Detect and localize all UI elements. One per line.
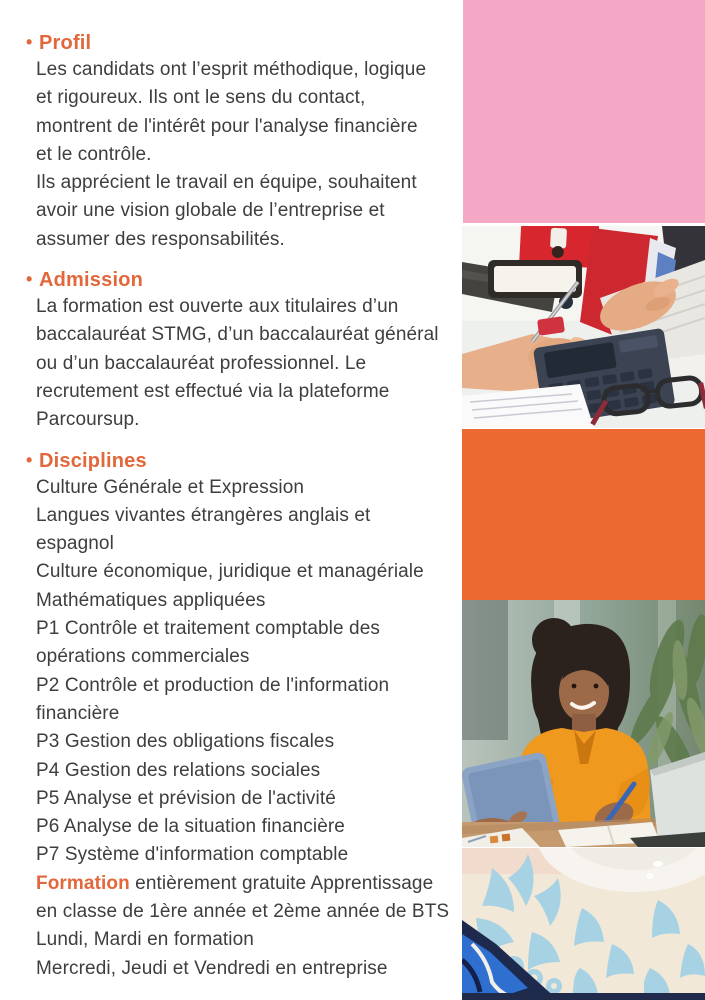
body-line: montrent de l'intérêt pour l'analyse financière <box>36 115 418 137</box>
bullet-icon: • <box>26 269 33 290</box>
body-line: Ils apprécient le travail en équipe, souhaitent <box>36 172 417 194</box>
body-line: et rigoureux. Ils ont le sens du contact, <box>36 87 366 109</box>
photo-calculator-desk <box>462 226 705 428</box>
body-line: P2 Contrôle et production de l'information <box>36 674 390 696</box>
body-line: Langues vivantes étrangères anglais et <box>36 504 371 526</box>
body-line: ou d’un baccalauréat professionnel. Le <box>36 352 367 374</box>
section-heading-profil <box>26 30 462 56</box>
body-line: avoir une vision globale de l’entreprise et <box>36 200 385 222</box>
body-line: assumer des responsabilités. <box>36 228 285 250</box>
body-line: Mathématiques appliquées <box>36 589 266 611</box>
body-line: recrutement est effectué via la plateforme <box>36 380 390 402</box>
bullet-icon: • <box>26 32 33 52</box>
photo-blue-floral <box>462 848 705 1000</box>
body-line: en classe de 1ère année et 2ème année de BTS <box>36 901 450 923</box>
body-line: financière <box>36 702 120 724</box>
body-line: P3 Gestion des obligations fiscales <box>36 731 335 753</box>
photo-floral-illustration <box>462 848 705 1000</box>
formation-label: Formation <box>36 872 130 894</box>
body-line: baccalauréat STMG, d’un baccalauréat général <box>36 324 439 346</box>
photo-calculator-illustration <box>462 226 705 428</box>
section-heading-label: Profil <box>39 32 92 54</box>
body-line: Culture Générale et Expression <box>36 476 305 498</box>
pink-color-block <box>463 0 705 223</box>
body-line: P7 Système d'information comptable <box>36 844 349 866</box>
body-line: Les candidats ont l’esprit méthodique, logique <box>36 59 427 80</box>
body-line: espagnol <box>36 533 114 555</box>
orange-color-block <box>462 429 705 600</box>
body-line: Culture économique, juridique et managériale <box>36 561 424 583</box>
section-heading-label: Disciplines <box>39 449 147 472</box>
section-heading-admission <box>26 267 462 293</box>
section-heading-disciplines <box>26 448 462 474</box>
photo-woman-illustration <box>462 600 705 847</box>
body-line: P4 Gestion des relations sociales <box>36 759 321 781</box>
body-line: La formation est ouverte aux titulaires d’un <box>36 296 399 318</box>
section-heading-label: Admission <box>39 269 144 292</box>
body-line: P5 Analyse et prévision de l'activité <box>36 787 336 809</box>
body-line: Mercredi, Jeudi et Vendredi en entreprise <box>36 957 388 979</box>
body-line: et le contrôle. <box>36 143 152 165</box>
photo-woman-tablet <box>462 600 705 847</box>
body-line: Formation entièrement gratuite Apprentissage <box>36 872 434 894</box>
body-line: P6 Analyse de la situation financière <box>36 816 345 838</box>
body-line: opérations commerciales <box>36 646 250 668</box>
bullet-icon: • <box>26 449 33 470</box>
body-line: P1 Contrôle et traitement comptable des <box>36 618 380 640</box>
body-line: Lundi, Mardi en formation <box>36 929 254 951</box>
body-line: Parcoursup. <box>36 409 140 431</box>
